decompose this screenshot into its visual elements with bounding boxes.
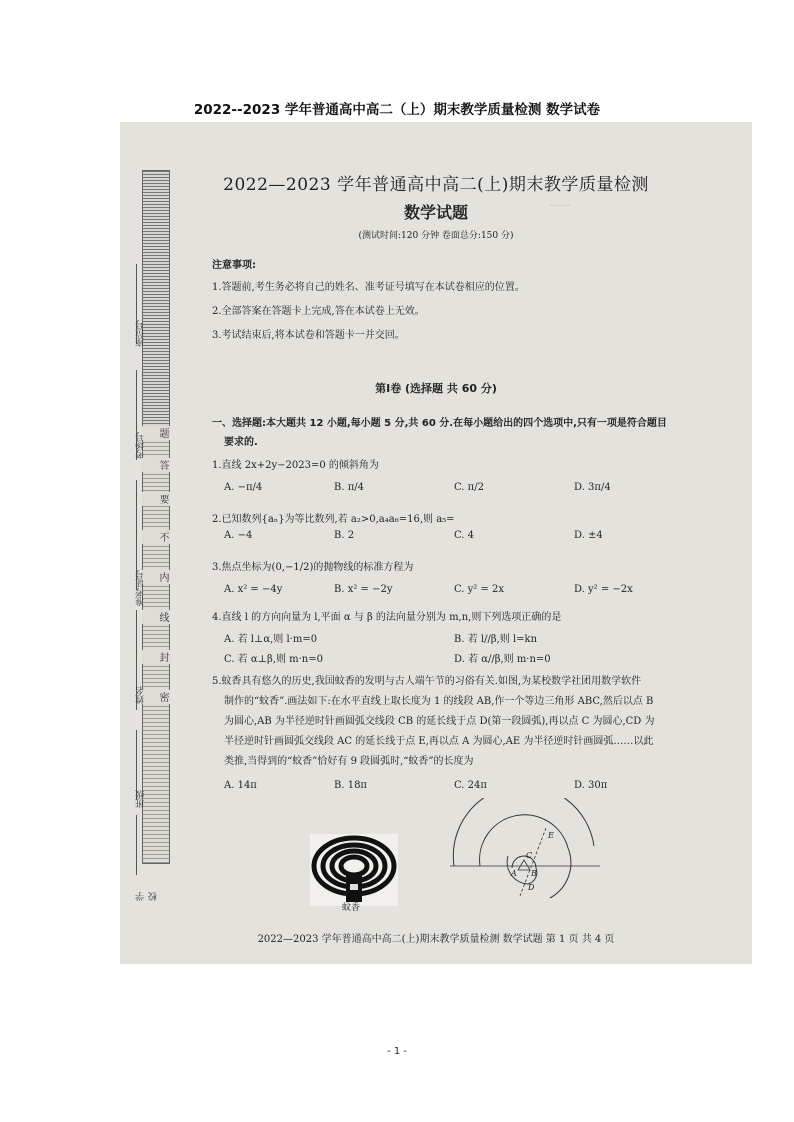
seal-char: 不 [142,530,170,544]
question-stem-line: 半径逆时针画圆弧交线段 AC 的延长线于点 E,再以点 A 为圆心,AE 为半径逆时针画圆弧……以此 [224,736,654,747]
instructions-line: 一、选择题:本大题共 12 小题,每小题 5 分,共 60 分.在每小题给出的四个选项中,只有一项是符合题目 [212,418,667,429]
note-item: 3.考试结束后,将本试卷和答题卡一并交回。 [212,330,405,341]
option: D. ±4 [574,530,603,541]
name-label: 姓名 [136,686,146,704]
option: C. π/2 [454,482,484,493]
seal-char: 密 [142,690,170,704]
option: D. y² = −2x [574,584,633,595]
note-item: 2.全部答案在答题卡上完成,答在本试卷上无效。 [212,306,425,317]
class-label: 班级 [136,790,146,808]
seal-bar [142,170,170,864]
school-label: 学校 [136,892,159,901]
exam-subject: 数学试题 [403,203,468,222]
note-item: 1.答题前,考生务必将自己的姓名、准考证号填写在本试卷相应的位置。 [212,282,525,293]
point-label: E [548,831,554,840]
exam-photo [120,122,752,964]
question-stem: 4.直线 l 的方向向量为 l,平面 α 与 β 的法向量分别为 m,n,则下列选项正确的是 [212,612,562,623]
bleed-through-text: …… [550,198,570,209]
option: D. 若 α//β,则 m·n=0 [454,654,551,665]
admission-number-label: 准考证号 [136,570,146,606]
question-stem-line: 类推,当得到的“蚊香”恰好有 9 段圆弧时,“蚊香”的长度为 [224,756,474,767]
option: B. 18π [334,780,368,791]
binding-sidebar [136,170,172,901]
option: B. 若 l//β,则 l=kn [454,634,538,645]
photo-footer: 2022—2023 学年普通高中高二(上)期末教学质量检测 数学试题 第 1 页 共 4 页 [257,934,615,945]
option: D. 3π/4 [574,482,611,493]
option: A. 若 l⊥α,则 l·m=0 [224,634,318,645]
option: A. −4 [224,530,253,541]
page-number: - 1 - [387,1046,407,1057]
option: A. −π/4 [224,482,263,493]
instructions-line: 要求的. [224,437,258,448]
option: C. 若 α⊥β,则 m·n=0 [224,654,323,665]
option: B. π/4 [334,482,365,493]
option: C. 4 [454,530,475,541]
question-stem-line: 制作的“蚊香”.画法如下:在水平直线上取长度为 1 的线段 AB,作一个等边三角形 ABC,然后以点 B [224,696,654,707]
exam-room-label: 考场号 [136,432,146,459]
question-stem: 2.已知数列{aₙ}为等比数列,若 a₂>0,a₄a₆=16,则 a₅= [212,514,455,525]
question-stem-line: 为圆心,AB 为半径逆时针画圆弧交线段 CB 的延长线于点 D(第一段圆弧),再以点 C 为圆心,CD 为 [224,716,655,727]
spiral-figure [450,798,600,922]
seal-char: 内 [142,570,170,584]
option: C. y² = 2x [454,584,505,595]
question-stem-line: 5.蚊香具有悠久的历史,我国蚊香的发明与古人端午节的习俗有关.如图,为某校数学社团用数学软件 [212,676,642,687]
option: D. 30π [574,780,608,791]
seal-char: 封 [142,650,170,664]
seal-char: 线 [142,610,170,624]
point-label: A [511,869,517,878]
question-stem: 1.直线 2x+2y−2023=0 的倾斜角为 [212,460,379,471]
seal-char: 要 [142,492,170,506]
seal-char: 答 [142,458,170,472]
section-title: 第Ⅰ卷 (选择题 共 60 分) [375,382,497,395]
point-label: C [526,851,533,860]
seal-char: 题 [142,426,170,440]
figure-caption: 蚊香 [342,903,361,913]
exam-meta: (测试时间:120 分钟 卷面总分:150 分) [358,231,514,241]
option: A. 14π [224,780,257,791]
option: B. x² = −2y [334,584,393,595]
option: A. x² = −4y [224,584,283,595]
question-stem: 3.焦点坐标为(0,−1/2)的抛物线的标准方程为 [212,562,414,573]
exam-title: 2022—2023 学年普通高中高二(上)期末教学质量检测 [223,175,649,195]
document-header: 2022--2023 学年普通高中高二（上）期末教学质量检测 数学试卷 [193,102,601,118]
mosquito-coil-image [310,834,398,906]
notes-heading: 注意事项: [212,260,256,271]
point-label: D [528,883,535,892]
seat-number-label: 座位号 [136,320,146,347]
option: C. 24π [454,780,487,791]
point-label: B [531,869,537,878]
option: B. 2 [334,530,355,541]
